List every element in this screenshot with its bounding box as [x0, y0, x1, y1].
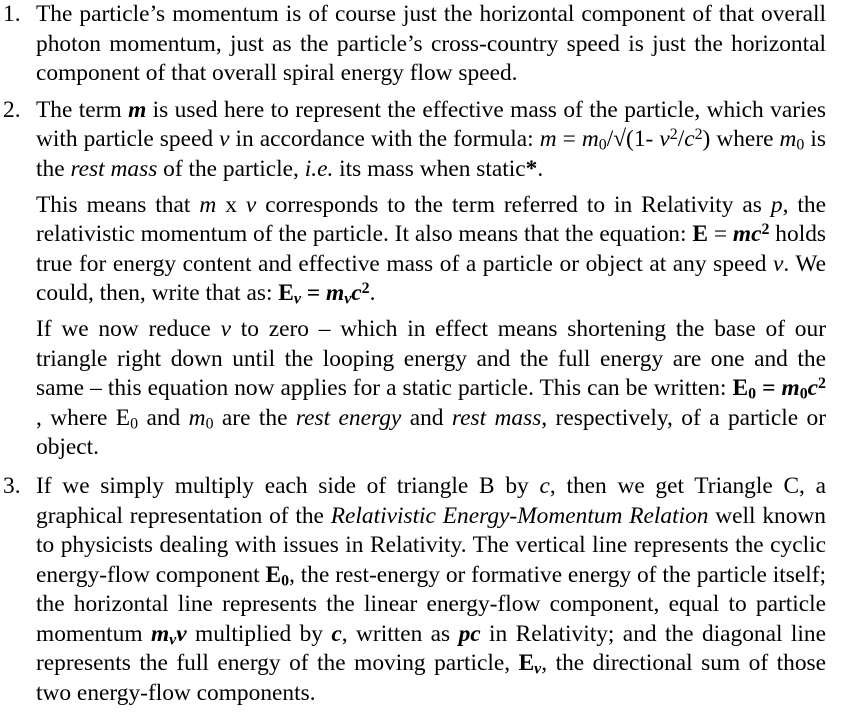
text-run: = [707, 221, 733, 248]
text-run: m [199, 191, 217, 218]
text-run: / [677, 126, 685, 153]
text-run: The term [36, 96, 129, 123]
text-run: = [756, 375, 782, 402]
text-run: 2 [669, 126, 678, 144]
text-run: c [807, 375, 819, 402]
text-run: are the [213, 404, 296, 431]
paragraph [36, 315, 826, 463]
text-run: mc [732, 221, 762, 248]
text-run: v [773, 250, 784, 277]
text-run: v [245, 191, 257, 218]
text-run: , where E [36, 404, 131, 431]
text-run: 0 [799, 385, 808, 403]
text-run: , then we get Triangle C, a graphical representation of the [36, 472, 826, 529]
text-run: 0 [748, 385, 757, 403]
text-run: multiplied by [186, 620, 332, 647]
text-run: 2 [761, 221, 770, 238]
text-run: in Relativity; and the diagonal line represents the full energy of the moving particle, [36, 620, 826, 677]
text-run: p [770, 191, 783, 218]
text-run: rest mass [451, 404, 542, 431]
text-run: v [534, 660, 542, 678]
text-run: c [331, 620, 342, 647]
list-number: 2. [3, 96, 21, 123]
text-run: v [344, 290, 352, 308]
text-run: Relativistic Energy-Momentum Relation [330, 502, 709, 529]
text-run: m [128, 96, 147, 123]
text-run: well known to physicists dealing with issues in Relativity. The vertical line represents the cyclic energy-flow component [36, 502, 827, 588]
text-run: v [293, 290, 301, 308]
text-run: pc [458, 620, 481, 647]
text-run: ) where [702, 126, 780, 153]
text-run: . [369, 280, 376, 307]
paragraph [36, 472, 826, 709]
text-run: m [150, 620, 170, 647]
text-run: m [781, 375, 800, 402]
text-run: m [581, 126, 599, 153]
text-run: x [216, 191, 246, 218]
text-run: . We could, then, write that as: [36, 250, 827, 307]
text-run: in accordance with the formula: [229, 126, 540, 153]
text-run: i.e. [304, 155, 334, 182]
text-run: of the particle, [157, 155, 305, 182]
text-run: 0 [205, 415, 214, 433]
text-run: /√(1- [606, 126, 660, 153]
text-run: c [684, 126, 695, 153]
list-item-1 [0, 0, 850, 89]
text-run: The particle’s momentum is of course just the horizontal component of that overall photon momentum, just as the particle’s cross-country speed is just the horizontal component of that overall spiral energy flow speed. [36, 1, 826, 87]
text-run: , the relativistic momentum of the particle. It also means that the equation: [36, 191, 826, 248]
text-run: v [659, 126, 670, 153]
text-run: This means that [36, 191, 200, 218]
text-run: 0 [598, 136, 607, 154]
list-item-3 [0, 472, 850, 709]
text-run: = [300, 280, 326, 307]
text-run: m [539, 126, 557, 153]
text-run: 2 [361, 280, 370, 298]
text-run: rest energy [295, 404, 402, 431]
text-run: v [176, 620, 187, 647]
text-run: E [278, 280, 294, 307]
text-run: to zero – which in effect means shortening the base of our triangle right down until the looping energy and the full energy are one and the same – this equation now applies for a static particle. This can be written: [36, 315, 826, 402]
text-run: m [326, 280, 345, 307]
text-run: . [537, 155, 544, 182]
text-run: 0 [130, 415, 139, 433]
text-run: , respectively, of a particle or object. [36, 404, 826, 461]
text-run: is the [36, 126, 827, 182]
text-run: and [401, 404, 452, 431]
text-run: v [219, 126, 230, 153]
list-number: 1. [3, 1, 21, 27]
text-run: 2 [818, 374, 826, 392]
text-run: , the rest-energy or formative energy of the particle itself; the horizontal line represents the linear energy-flow component, equal to particle momentum [36, 561, 826, 647]
text-run: 2 [694, 126, 703, 144]
text-run: its mass when static [333, 155, 526, 182]
list-item-2 [0, 96, 850, 463]
text-run: is used here to represent the effective mass of the particle, which varies with particle speed [36, 96, 826, 153]
text-run: E [732, 375, 749, 402]
text-run: E [265, 561, 282, 588]
text-run: v [220, 315, 231, 342]
text-run: , the directional sum of those two energy-flow components. [36, 650, 826, 707]
text-run: E [692, 221, 708, 248]
text-run: , written as [341, 620, 459, 647]
text-run: m [188, 404, 206, 431]
text-run: and [138, 404, 189, 431]
text-run: m [779, 126, 797, 153]
list-number: 3. [3, 472, 21, 499]
text-run: rest mass [70, 155, 158, 182]
text-run: corresponds to the term referred to in Relativity as [256, 191, 771, 218]
text-run: holds true for energy content and effective mass of a particle or object at any speed [36, 221, 826, 277]
text-run: 0 [796, 136, 805, 154]
text-run: If we simply multiply each side of triangle B by [36, 472, 540, 499]
text-run: c [351, 280, 362, 307]
text-run: * [525, 155, 538, 182]
text-run: c [539, 472, 550, 499]
text-run: If we now reduce [36, 315, 221, 342]
text-run: v [169, 631, 177, 649]
text-run: E [518, 650, 535, 677]
paragraph [36, 191, 826, 309]
text-run: 0 [281, 572, 290, 590]
text-run: = [556, 126, 582, 153]
